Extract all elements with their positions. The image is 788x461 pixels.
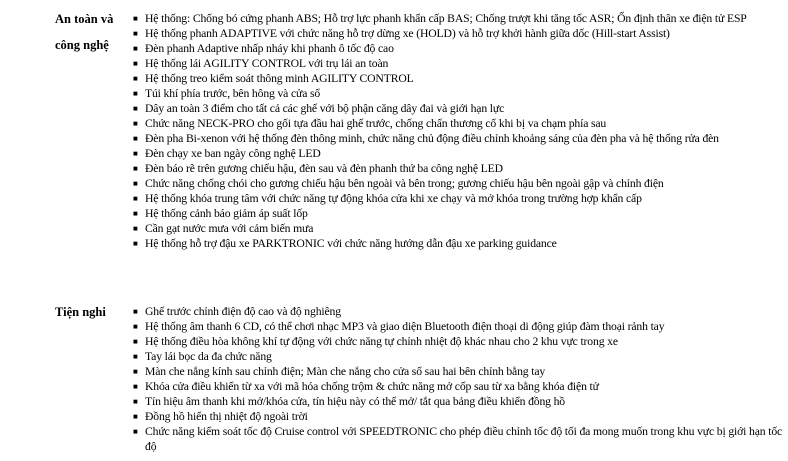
bullet-icon: ■	[133, 179, 138, 188]
bullet-icon: ■	[133, 239, 138, 248]
bullet-icon: ■	[133, 382, 138, 391]
list-item: ■ Hệ thống khóa trung tâm với chức năng tự động khóa cửa khi xe chạy và mở khóa trong trường hợp khẩn cấp	[133, 192, 642, 205]
list-item: ■ Hệ thống lái AGILITY CONTROL với trụ lái an toàn	[133, 57, 389, 70]
bullet-icon: ■	[133, 307, 138, 316]
bullet-icon: ■	[133, 194, 138, 203]
list-item: ■ Tín hiệu âm thanh khi mở/khóa cửa, tín hiệu này có thể mở/ tắt qua bảng điều khiển đồng hồ	[133, 395, 566, 408]
bullet-icon: ■	[133, 14, 138, 23]
bullet-icon: ■	[133, 367, 138, 376]
bullet-icon: ■	[133, 209, 138, 218]
list-item: ■ Đèn phanh Adaptive nhấp nháy khi phanh ô tốc độ cao	[133, 42, 394, 55]
bullet-icon: ■	[133, 224, 138, 233]
list-item: ■ Chức năng NECK-PRO cho gối tựa đầu hai ghế trước, chống chấn thương cổ khi bị va chạm phía sau	[133, 117, 607, 130]
list-item: ■ Đồng hồ hiển thị nhiệt độ ngoài trời	[133, 410, 308, 423]
bullet-icon: ■	[133, 337, 138, 346]
bullet-icon: ■	[133, 352, 138, 361]
bullet-icon: ■	[133, 59, 138, 68]
bullet-icon: ■	[133, 412, 138, 421]
bullet-icon: ■	[133, 322, 138, 331]
feature-list-safety-technology	[133, 11, 783, 251]
list-item: ■ Đèn chạy xe ban ngày công nghệ LED	[133, 147, 321, 160]
bullet-icon: ■	[133, 44, 138, 53]
bullet-icon: ■	[133, 397, 138, 406]
bullet-icon: ■	[133, 89, 138, 98]
bullet-icon: ■	[133, 164, 138, 173]
bullet-icon: ■	[133, 149, 138, 158]
list-item: ■ Chức năng chống chói cho gương chiếu hậu bên ngoài và bên trong; gương chiếu hậu bên ngoài gập và chỉnh điện	[133, 177, 664, 190]
bullet-icon: ■	[133, 427, 138, 436]
list-item: ■ Hệ thống âm thanh 6 CD, có thể chơi nhạc MP3 và giao diện Bluetooth điện thoại di động giúp đàm thoại rảnh tay	[133, 320, 665, 333]
section-label-convenience: Tiện nghi	[55, 305, 106, 319]
section-label-safety-technology: An toàn và công nghệ	[55, 12, 114, 52]
list-item: ■ Ghế trước chỉnh điện độ cao và độ nghiêng	[133, 305, 341, 318]
list-item: ■ Hệ thống điều hòa không khí tự động với chức năng tự chỉnh nhiệt độ khác nhau cho 2 khu vực trong xe	[133, 335, 618, 348]
list-item: ■ Hệ thống: Chống bó cứng phanh ABS; Hỗ trợ lực phanh khẩn cấp BAS; Chống trượt khi tăng tốc ASR; Ổn định thân xe điện tử ESP	[133, 12, 747, 25]
list-item: ■ Tay lái bọc da đa chức năng	[133, 350, 272, 363]
list-item: ■ Đèn báo rẽ trên gương chiếu hậu, đèn sau và đèn phanh thứ ba công nghệ LED	[133, 162, 503, 175]
list-item: ■ Hệ thống treo kiểm soát thông minh AGILITY CONTROL	[133, 72, 414, 85]
bullet-icon: ■	[133, 74, 138, 83]
feature-list-convenience	[133, 304, 783, 454]
list-item: ■ Chức năng kiểm soát tốc độ Cruise control với SPEEDTRONIC cho phép điều chỉnh tốc độ tối đa mong muốn trong khu vực bị giới hạn tốc độ	[133, 425, 783, 453]
list-item: ■ Màn che nắng kính sau chỉnh điện; Màn che nắng cho cửa sổ sau hai bên chỉnh bằng tay	[133, 365, 546, 378]
list-item: ■ Túi khí phía trước, bên hông và cửa sổ	[133, 87, 321, 100]
list-item: ■ Hệ thống phanh ADAPTIVE với chức năng hỗ trợ dừng xe (HOLD) và hỗ trợ khởi hành giữa dốc (Hill-start Assist)	[133, 27, 670, 40]
list-item: ■ Hệ thống hỗ trợ đậu xe PARKTRONIC với chức năng hướng dẫn đậu xe parking guidance	[133, 237, 557, 250]
bullet-icon: ■	[133, 134, 138, 143]
bullet-icon: ■	[133, 104, 138, 113]
bullet-icon: ■	[133, 119, 138, 128]
bullet-icon: ■	[133, 29, 138, 38]
list-item: ■ Cần gạt nước mưa với cảm biến mưa	[133, 222, 314, 235]
list-item: ■ Khóa cửa điều khiển từ xa với mã hóa chống trộm & chức năng mở cốp sau từ xa bằng khóa điện tử	[133, 380, 599, 393]
list-item: ■ Dây an toàn 3 điểm cho tất cả các ghế với bộ phận căng dây đai và giới hạn lực	[133, 102, 505, 115]
list-item: ■ Đèn pha Bi-xenon với hệ thống đèn thông minh, chức năng chủ động điều chỉnh khoảng sáng của đèn pha và hệ thống rửa đèn	[133, 132, 719, 145]
list-item: ■ Hệ thống cảnh báo giảm áp suất lốp	[133, 207, 308, 220]
